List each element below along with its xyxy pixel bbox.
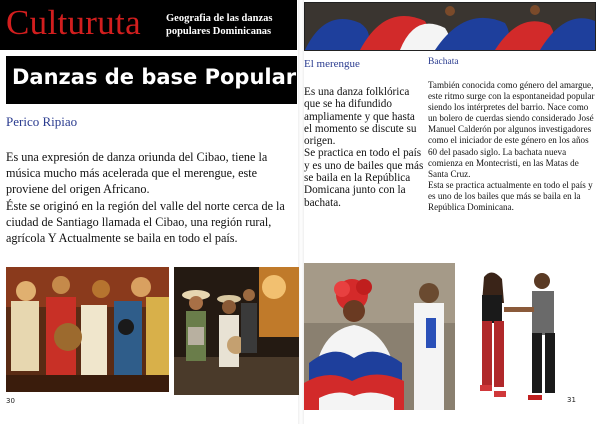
article-paragraph: Esta se practica actualmente en todo el país y es uno de los bailes que más se baila en la República Dominicana. <box>428 179 593 213</box>
article-paragraph: Es una expresión de danza oriunda del Cibao, tiene la música mucho más acelerada que el merengue, este proviene del origen Africano. <box>6 150 268 197</box>
article-body-perico-ripiao <box>6 149 301 246</box>
article-paragraph: Éste se originó en la región del valle del norte cerca de la ciudad de Santiago llamada el Cibao, una región rural, agrícola Y Actualmente se baila en todo el país. <box>6 198 285 246</box>
section-title-bachata: Bachata <box>428 57 459 67</box>
magazine-tagline: Geografia de las danzas populares Dominicanas <box>166 13 273 37</box>
article-body-merengue <box>304 86 424 209</box>
page-headline: Danzas de base Popular <box>12 65 297 89</box>
painting-photo <box>6 267 169 392</box>
article-paragraph: Es una danza folklórica que se ha difundido ampliamente y que hasta el momento se discute su origen. <box>304 86 417 148</box>
dancers-banner-photo <box>304 2 596 51</box>
section-title-merengue: El merengue <box>304 58 360 70</box>
page-number-right: 31 <box>567 396 576 404</box>
section-title-perico-ripiao: Perico Ripiao <box>6 114 78 129</box>
article-paragraph: También conocida como género del amargue, este ritmo surge con la espontaneidad popular siendo los intérpretes del barrio. Nace como un bolero de cuerdas siendo considerado José Manuel Calderón por algunos investigadores como el iniciador de este género en los años 60 del pasado siglo. La bachata nueva comienza en Montecristi, en las Matas de Santa Cruz. <box>428 80 595 179</box>
brand-logo: Culturuta <box>6 3 141 42</box>
page-number-left: 30 <box>6 397 15 405</box>
merengue-dancers-photo <box>304 263 455 410</box>
bachata-dancers-photo <box>460 263 594 410</box>
article-body-bachata <box>428 80 596 213</box>
musicians-photo <box>174 267 299 395</box>
article-paragraph: Se practica en todo el país y es uno de bailes que más se baila en la República Domicana junto con la bachata. <box>304 147 424 209</box>
